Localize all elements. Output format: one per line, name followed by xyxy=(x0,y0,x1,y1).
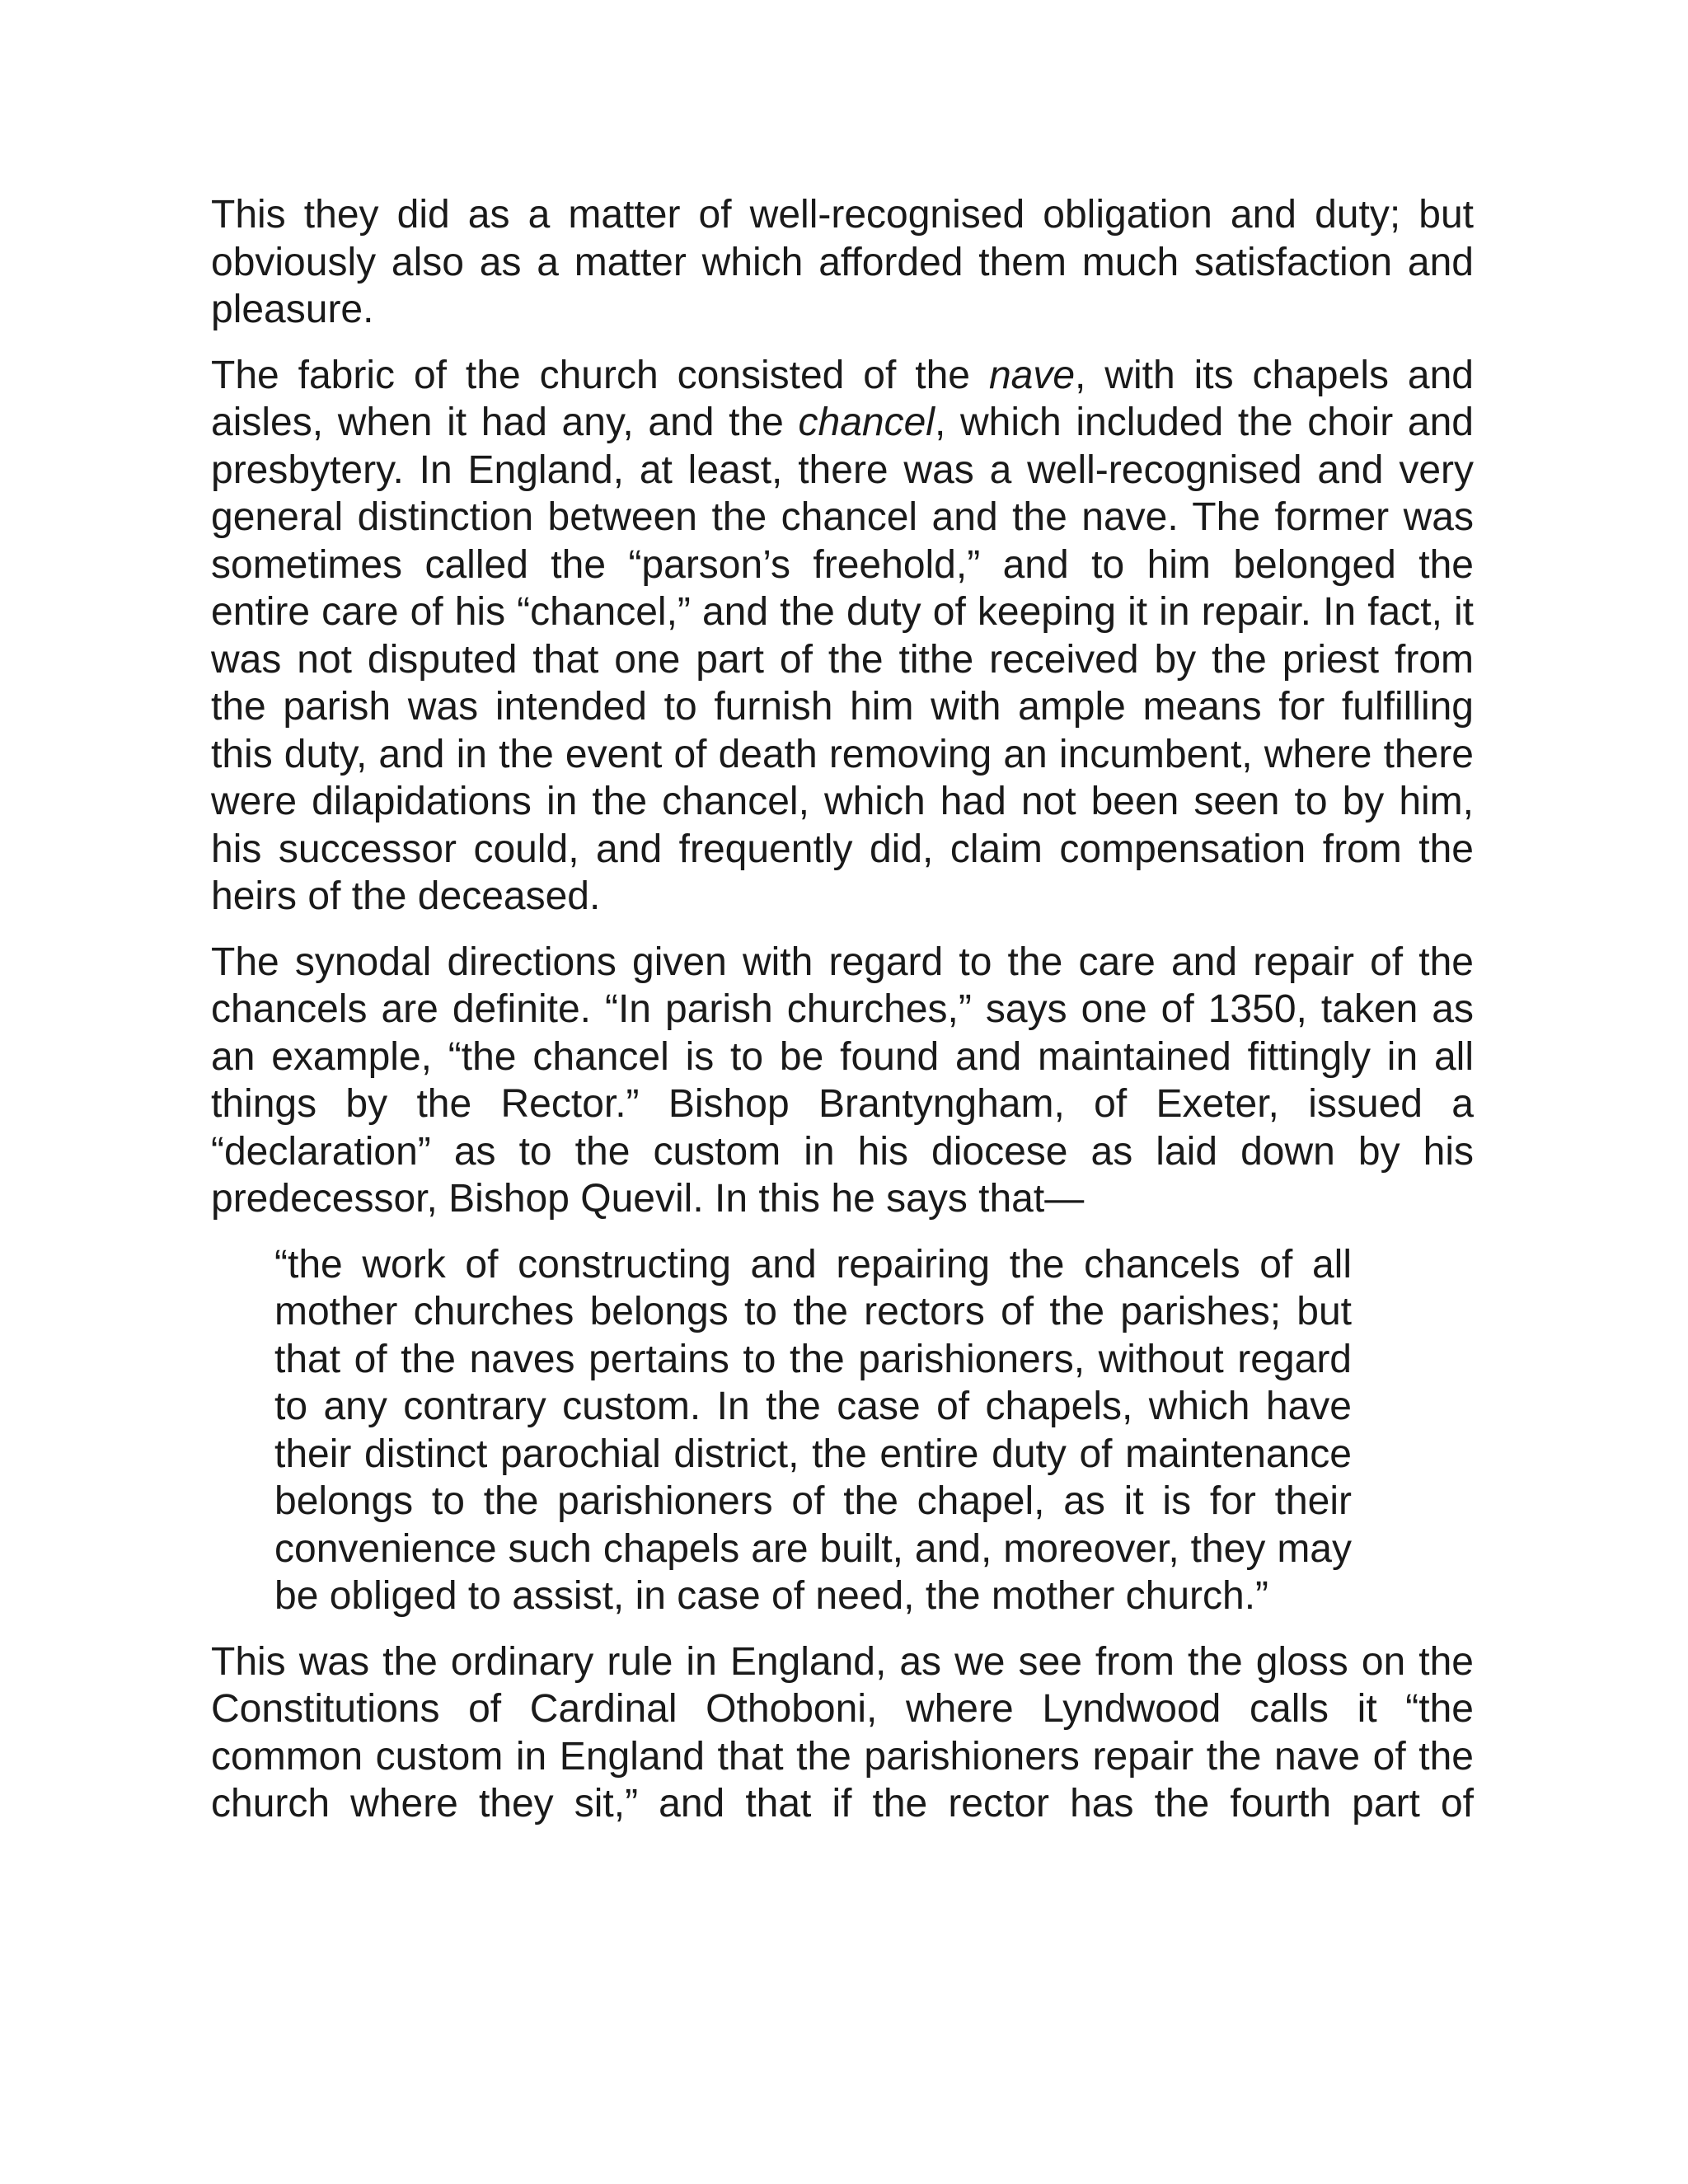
paragraph-fabric-text-b: , with its chapels and aisles, when it had any, and the xyxy=(211,353,1474,444)
paragraph-ordinary-rule: This was the ordinary rule in England, as we see from the gloss on the Constitutions of Cardinal Othoboni, where Lyndwood calls it “the common custom in England that the parishioners repair the nave of the church where they sit,” and that if the rector has the fourth part of xyxy=(211,1639,1474,1825)
block-quote: “the work of constructing and repairing the chancels of all mother churches belongs to the rectors of the parishes; but that of the naves pertains to the parishioners, without regard to any contrary custom. In the case of chapels, which have their distinct parochial district, the entire duty of maintenance belongs to the parishioners of the chapel, as it is for their convenience such chapels are built, and, moreover, they may be obliged to assist, in case of need, the mother church.” xyxy=(274,1242,1352,1618)
paragraph-fabric xyxy=(211,352,1474,921)
italic-chancel: chancel xyxy=(798,401,935,444)
paragraph-fabric-text-c: , which included the choir and presbytery. In England, at least, there was a well-recognised and very general distinction between the chancel and the nave. The former was sometimes called the “parson’s freehold,” and to him belonged the entire care of his “chancel,” and the duty of keeping it in repair. In fact, it was not disputed that one part of the tithe received by the priest from the parish was intended to furnish him with ample means for fulfilling this duty, and in the event of death removing an incumbent, where there were dilapidations in the chancel, which had not been seen to by him, his successor could, and frequently did, claim compensation from the heirs of the deceased. xyxy=(211,401,1474,918)
paragraph-obligation: This they did as a matter of well-recognised obligation and duty; but obviously also as a matter which afforded them much satisfaction and pleasure. xyxy=(211,193,1474,331)
paragraph-synodal: The synodal directions given with regard to the care and repair of the chancels are definite. “In parish churches,” says one of 1350, taken as an example, “the chancel is to be found and maintained fittingly in all things by the Rector.” Bishop Brantyngham, of Exeter, issued a “declaration” as to the custom in his diocese as laid down by his predecessor, Bishop Quevil. In this he says that— xyxy=(211,940,1474,1221)
paragraph-fabric-text-a: The fabric of the church consisted of the xyxy=(211,353,989,397)
italic-nave: nave xyxy=(988,353,1076,397)
document-page xyxy=(211,191,1474,1828)
